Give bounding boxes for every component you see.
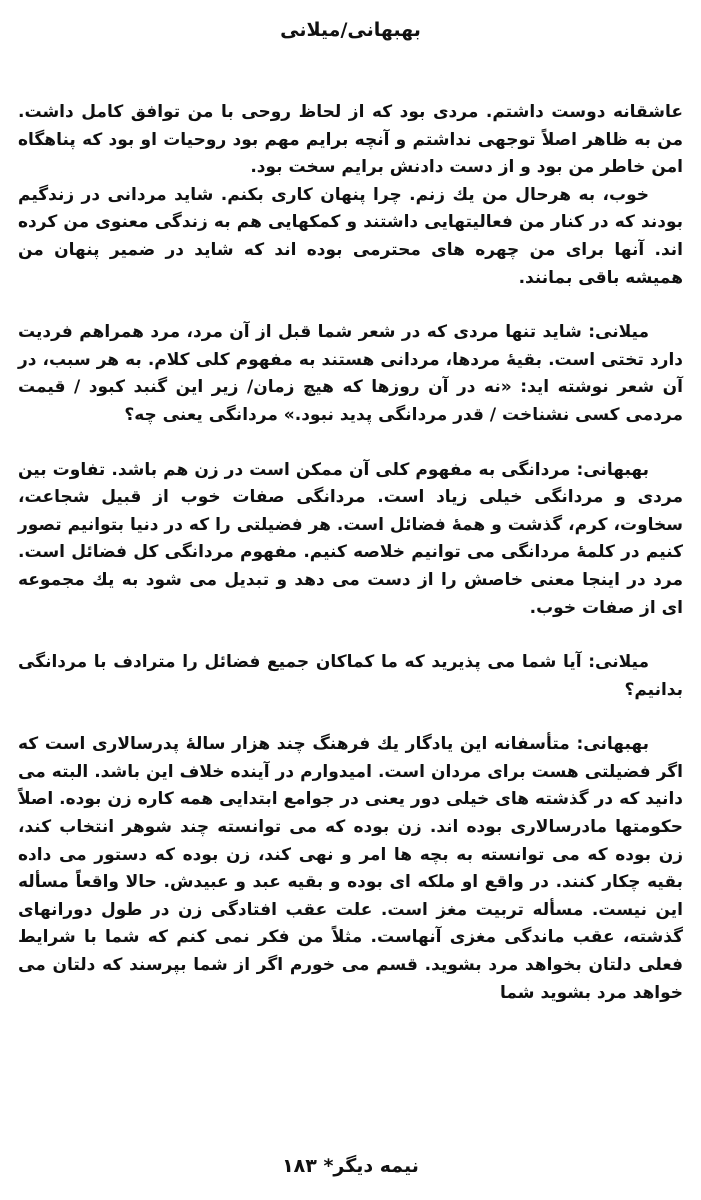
paragraph-milani-question: میلانی: شاید تنها مردی که در شعر شما قبل از آن مرد، مرد همراهم فردیت دارد تختی است. بقیهٔ مردها، مردانی هستند به مفهوم کلی کلام. به هر سبب، در آن شعر نوشته اید: «نه در آن روزها که هیچ زمان/ زیر این گنبد کبود / قیمت مردمی کسی نشناخت / قدر مردانگی پدید نبود.» مردانگی یعنی چه؟ (18, 322, 683, 425)
paragraph: خوب، به هرحال من یك زنم. چرا پنهان کاری بکنم. شاید مردانی در زندگیم بودند که در کنار من فعالیتهایی داشتند و کمکهایی هم به زندگی معنوی من کرده اند. آنها برای من چهره های محترمی بوده اند که شاید در ضمیر پنهان من همیشه باقی بمانند. (18, 184, 683, 288)
paragraph-behbahani-answer: بهبهانی: متأسفانه این یادگار یك فرهنگ چند هزار سالهٔ پدرسالاری است که اگر فضیلتی هست برای مردان است. امیدوارم در آینده خلاف این باشد. البته می دانید که در گذشته های خیلی دور یعنی در جوامع ابتدایی همه کاره زن بوده. اصلاً حکومتها مادرسالاری بوده اند. زن بوده که می توانسته چند شوهر انتخاب کند، زن بوده که می توانسته به بچه ها امر و نهی کند، زن بوده که دستور می داده بقیه چکار کنند. در واقع او ملکه ای بوده و بقیه عبد و عبیدش. حالا واقعاً مسأله این نیست. مسأله تربیت مغز است. علت عقب افتادگی زن در طول دورانهای گذشته، عقب ماندگی مغزی آنهاست. مثلاً من فکر نمی کنم که شما با شرایط فعلی دلتان بخواهد مرد بشوید. قسم می خورم اگر از شما بپرسند که دلتان می خواهد مرد بشوید شما (18, 734, 683, 1003)
paragraph: عاشقانه دوست داشتم. مردی بود که از لحاظ روحی با من توافق کامل داشت. من به ظاهر اصلاً توجهی نداشتم و آنچه برایم مهم بود روحیات او بود که پناهگاه امن خاطر من بود و از دست دادنش برایم سخت بود. (18, 102, 683, 178)
body-text (18, 99, 683, 1007)
paragraph-milani-question: میلانی: آیا شما می پذیرید که ما کماکان جمیع فضائل را مترادف با مردانگی بدانیم؟ (18, 652, 683, 700)
running-header: بهبهانی/میلانی (280, 19, 421, 41)
paragraph-behbahani-answer: بهبهانی: مردانگی به مفهوم کلی آن ممکن است در زن هم باشد. تفاوت بین مردی و مردانگی خیلی زیاد است. مردانگی صفات خوب از قبیل شجاعت، سخاوت، کرم، گذشت و همهٔ فضائل است. هر فضیلتی را که در دنیا بتوانیم تصور کنیم در کلمهٔ مردانگی می توانیم خلاصه کنیم. مفهوم مردانگی کل فضائل است. مرد در اینجا معنی خاصش را از دست می دهد و تبدیل می شود به یك مجموعه ای از صفات خوب. (18, 459, 683, 618)
page-footer: نیمه دیگر* ۱۸۳ (282, 1155, 419, 1177)
